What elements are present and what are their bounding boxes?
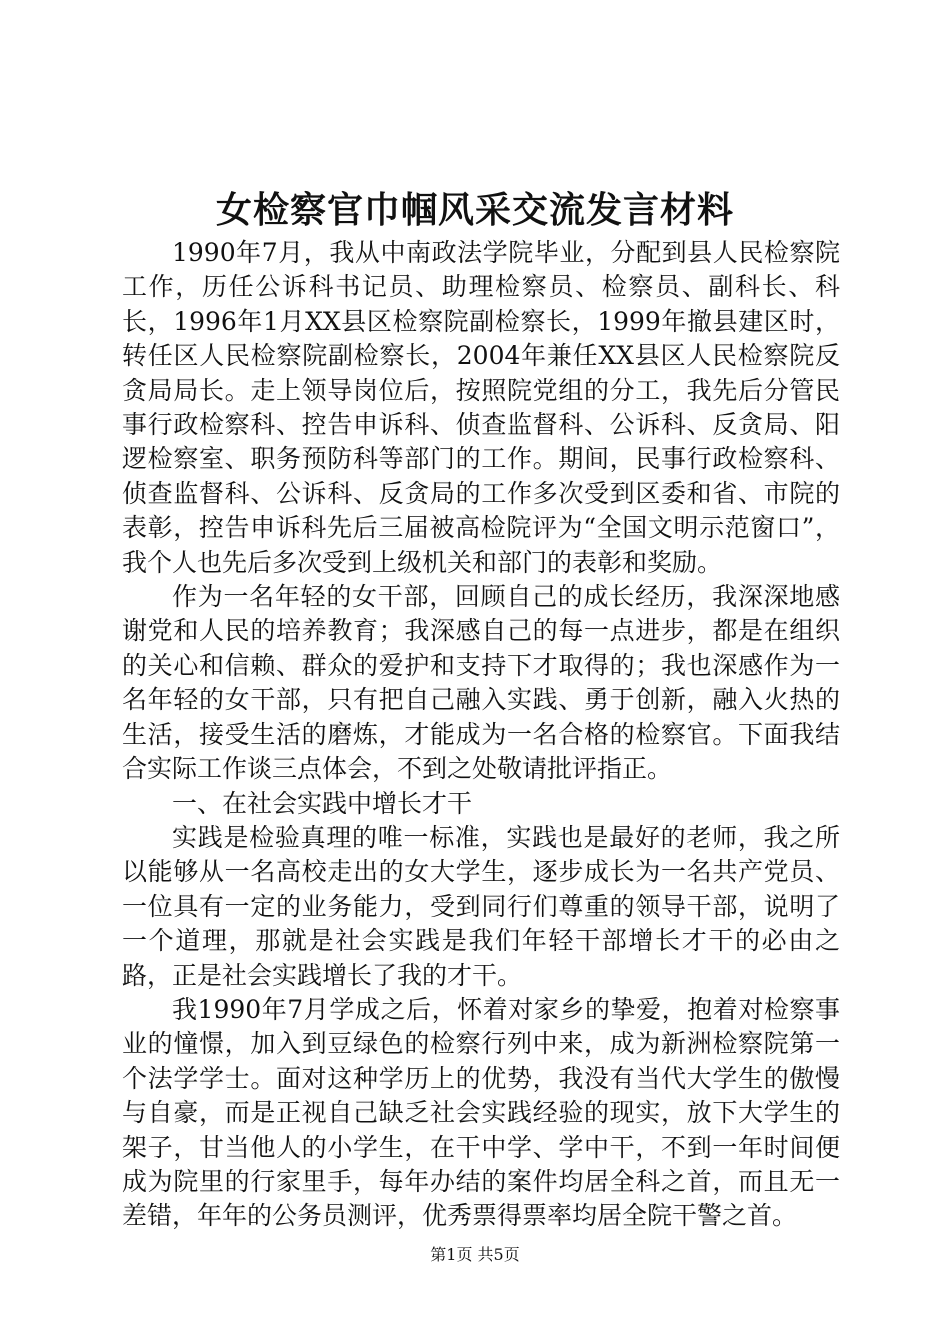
paragraph-early-work: 我1990年7月学成之后，怀着对家乡的挚爱，抱着对检察事业的憧憬，加入到豆绿色的检察行列中来，成为新洲检察院第一个法学学士。面对这种学历上的优势，我没有当代大学生的傲慢与自豪，而是正视自己缺乏社会实践经验的现实，放下大学生的架子，甘当他人的小学生，在干中学、学中干，不到一年时间便成为院里的行家里手，每年办结的案件均居全科之首，而且无一差错，年年的公务员测评，优秀票得票率均居全院干警之首。 [122, 994, 840, 1231]
document-body [122, 236, 840, 1234]
section-heading-1: 一、在社会实践中增长才干 [172, 788, 473, 818]
page-footer: 第1页 共5页 [430, 1245, 520, 1264]
paragraph-practice: 实践是检验真理的唯一标准，实践也是最好的老师，我之所以能够从一名高校走出的女大学生，逐步成长为一名共产党员、一位具有一定的业务能力，受到同行们尊重的领导干部，说明了一个道理，那就是社会实践是我们年轻干部增长才干的必由之路，正是社会实践增长了我的才干。 [122, 822, 840, 990]
document-title: 女检察官巾帼风采交流发言材料 [215, 189, 734, 231]
paragraph-career-history: 1990年7月，我从中南政法学院毕业，分配到县人民检察院工作，历任公诉科书记员、助理检察员、检察员、副科长、科长，1996年1月XX县区检察院副检察长，1999年撤县建区时，转任区人民检察院副检察长，2004年兼任XX县区人民检察院反贪局局长。走上领导岗位后，按照院党组的分工，我先后分管民事行政检察科、控告申诉科、侦查监督科、公诉科、反贪局、阳逻检察室、职务预防科等部门的工作。期间，民事行政检察科、侦查监督科、公诉科、反贪局的工作多次受到区委和省、市院的表彰，控告申诉科先后三届被高检院评为“全国文明示范窗口”，我个人也先后多次受到上级机关和部门的表彰和奖励。 [122, 238, 840, 577]
paragraph-reflection: 作为一名年轻的女干部，回顾自己的成长经历，我深深地感谢党和人民的培养教育；我深感自己的每一点进步，都是在组织的关心和信赖、群众的爱护和支持下才取得的；我也深感作为一名年轻的女干部，只有把自己融入实践、勇于创新，融入火热的生活，接受生活的磨炼，才能成为一名合格的检察官。下面我结合实际工作谈三点体会，不到之处敬请批评指正。 [122, 582, 840, 784]
